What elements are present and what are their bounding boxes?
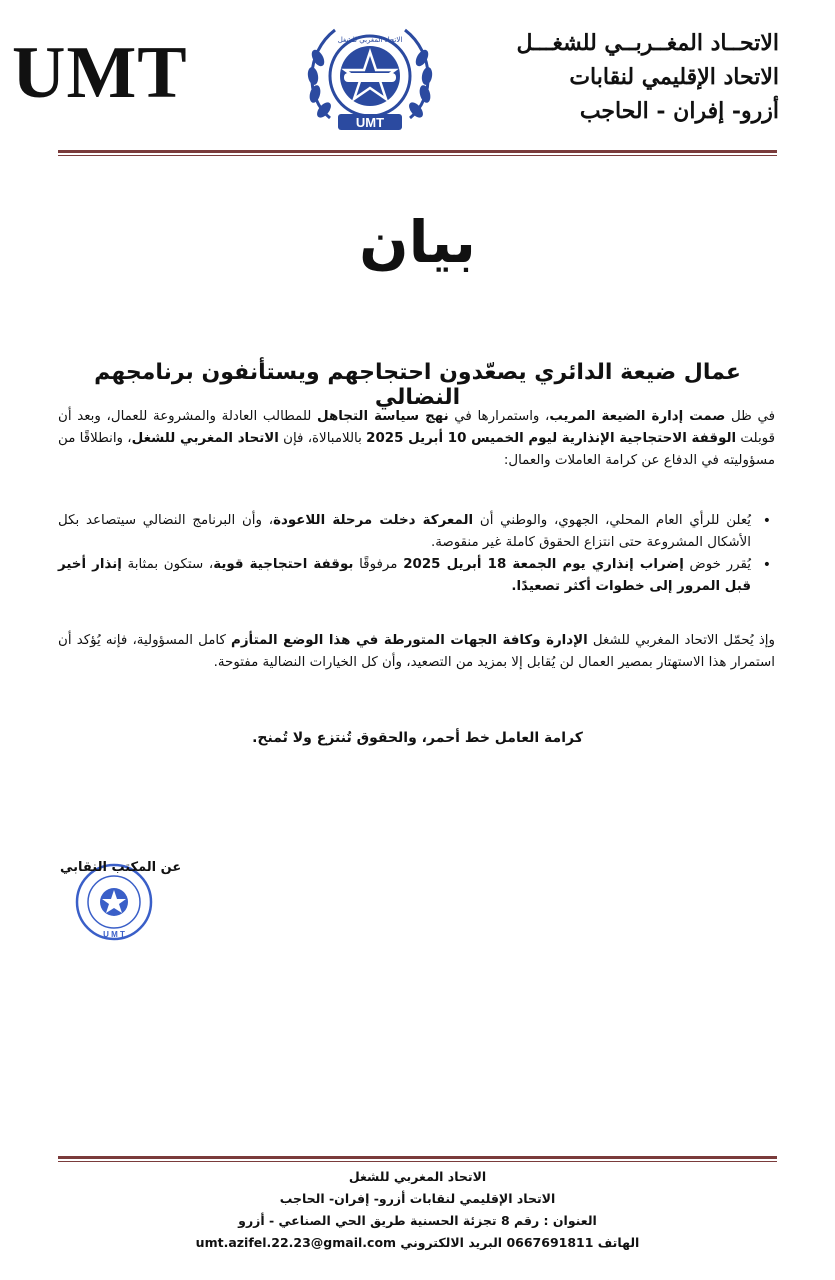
header-divider — [58, 150, 777, 156]
footer — [60, 1166, 775, 1254]
umt-brand-mark: UMT — [12, 32, 188, 114]
logo-arc-text: الاتحاد المغربي للشغل — [337, 36, 403, 44]
footer-contact — [60, 1232, 775, 1254]
header-line-1: الاتحــاد المغــربــي للشغـــل — [516, 30, 779, 56]
footer-line-1: الاتحاد المغربي للشغل — [348, 1169, 487, 1184]
intro-paragraph: في ظل صمت إدارة الضيعة المريب، واستمرارها في نهج سياسة التجاهل للمطالب العادلة والمشروعة للعمال، وبعد أن قوبلت الوقفة الاحتجاجية الإنذارية ليوم الخميس 10 أبريل 2025 باللامبالاة، فإن الاتحاد المغربي للشغل، وانطلاقًا من مسؤوليته في الدفاع عن كرامة العاملات والعمال: — [58, 409, 776, 468]
header-organization — [449, 26, 779, 128]
closing-paragraph: وإذ يُحمّل الاتحاد المغربي للشغل الإدارة وكافة الجهات المتورطة في هذا الوضع المتأزم كامل المسؤولية، فإنه يُؤكد أن استمرار هذا الاستهتار بمصير العمال لن يُقابل إلا بمزيد من التصعيد، وأن كل الخيارات النضالية مفتوحة. — [58, 633, 775, 670]
list-item: • يُعلن للرأي العام المحلي، الجهوي، والوطني أن المعركة دخلت مرحلة اللاعودة، وأن البرنامج النضالي سيتصاعد بكل الأشكال المشروعة حتى انتزاع الحقوق كاملة غير منقوصة. — [58, 510, 775, 554]
footer-divider — [58, 1156, 777, 1162]
stamp-label: U M T — [103, 930, 125, 939]
email-address[interactable]: umt.azifel.22.23@gmail.com — [195, 1235, 397, 1250]
logo-label: UMT — [355, 115, 385, 130]
document-title: بيان — [359, 208, 476, 276]
bullet-icon: • — [762, 557, 771, 573]
header-line-2: الاتحاد الإقليمي لنقابات — [569, 64, 779, 90]
header-line-3: أزرو- إفران - الحاجب — [579, 98, 779, 124]
email-label: البريد الالكتروني — [400, 1235, 503, 1250]
umt-logo-icon — [300, 18, 440, 138]
phone-number: 0667691811 — [506, 1235, 594, 1250]
footer-address: العنوان : رقم 8 تجزئة الحسنية طريق الحي الصناعي - أزرو — [238, 1213, 597, 1228]
signature-label: عن المكتب النقابي — [60, 860, 182, 875]
phone-label: الهاتف — [597, 1235, 640, 1250]
bullet-icon: • — [762, 513, 771, 529]
slogan: كرامة العامل خط أحمر، والحقوق تُنتزع ولا تُمنح. — [252, 730, 583, 746]
list-item: • يُقرر خوض إضراب إنذاري يوم الجمعة 18 أبريل 2025 مرفوقًا بوقفة احتجاجية قوية، ستكون بمثابة إنذار أخير قبل المرور إلى خطوات أكثر تصعيدًا. — [58, 554, 775, 598]
decision-list — [58, 510, 775, 598]
document-headline: عمال ضيعة الدائري يصعّدون احتجاجهم ويستأنفون برنامجهم النضالي — [94, 360, 741, 410]
footer-line-2: الاتحاد الإقليمي لنقابات أزرو- إفران- الحاجب — [279, 1191, 556, 1206]
